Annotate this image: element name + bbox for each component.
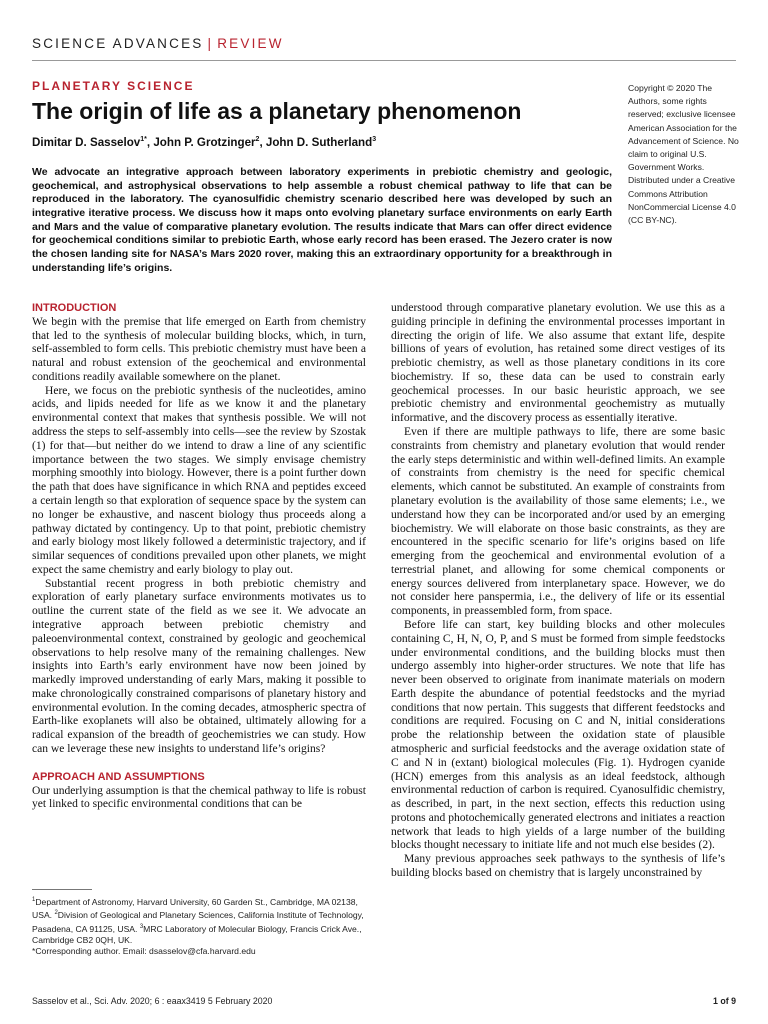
affiliation-text: Division of Geological and Planetary Sciences, California Institute of Technology, Pasadena, CA 91125, USA. — [32, 910, 364, 934]
left-column — [32, 302, 366, 812]
page-footer-citation: Sasselov et al., Sci. Adv. 2020; 6 : eaax3419 5 February 2020 — [32, 996, 273, 1006]
section-label: PLANETARY SCIENCE — [32, 79, 195, 93]
body-paragraph: Our underlying assumption is that the chemical pathway to life is robust yet linked to specific environmental conditions that can be — [32, 784, 366, 811]
article-title: The origin of life as a planetary phenomenon — [32, 98, 522, 124]
affiliation-text: Department of Astronomy, Harvard University, 60 Garden St., Cambridge, MA 02138, USA. — [32, 896, 358, 921]
body-paragraph: Before life can start, key building blocks and other molecules containing C, H, N, O, P, and S must be formed from simple feedstocks under environmental conditions, and the building blocks must then undergo assembly into higher-order structures. We note that life has never been observed to originate from inanimate materials on modern Earth despite the abundance of potential feedstocks and the myriad conditions that now pertain. This suggests that different feedstocks and conditions are required. Focusing on C and N, initial considerations probe the relationship between the oxidation state of plausible atmospheric and surficial feedstocks and the average oxidation state of C and N in (extant) biological molecules (Fig. 1). Hydrogen cyanide (HCN) emerges from this analysis as an ideal feedstock, although environmental reduction of carbon is required. Cyanosulfidic chemistry, as described, in part, in the next section, effects this reduction using protons and photochemically generated electrons and initiates a reaction network that leads to high yields of a large number of the building blocks thought necessary to initiate life and not much else besides (2). — [391, 618, 725, 852]
author-affiliation-mark: 3 — [372, 136, 377, 144]
article-type: REVIEW — [217, 36, 284, 51]
body-paragraph: Substantial recent progress in both prebiotic chemistry and exploration of early planetary surface environments motivates us to outline the current state of the field as we see it. We advocate an integrative approach between prebiotic chemistry and paleoenvironmental context, constrained by geologic and geochemical observations to help resolve many of the remaining challenges. New insights into Earth’s early environment have now been joined by markedly improved understanding of early Mars, making it possible to make chronologically constrained comparisons of planetary history and environmental evolution. In the coming decades, atmospheric spectra of Earth-like exoplanets will also be obtained, ultimately allowing for a radical expansion of the breadth of geochemistries we can study. How can we leverage these new insights to understand life’s origins? — [32, 577, 366, 755]
right-column — [391, 302, 725, 881]
body-paragraph: understood through comparative planetary evolution. We use this as a guiding principle in defining the environmental processes important in directing the origin of life. We also assume that extant life, despite billions of years of evolution, has retained some direct vestiges of its prebiotic chemistry, as well as those planetary conditions in its core biochemistry. If so, these data can be used to constrain early geochemical processes. In our basic heuristic approach, we see prebiotic chemistry and environmental geochemistry as mutually informative, and the discovery process as essentially iterative. — [391, 302, 725, 425]
section-heading-introduction: INTRODUCTION — [32, 302, 117, 314]
author-name: , John P. Grotzinger — [146, 136, 256, 149]
affiliations — [32, 895, 372, 946]
body-paragraph: Even if there are multiple pathways to life, there are some basic constraints from chemistry and planetary evolution that would render the early steps deterministic and within well-defined limits. An example of constraints from chemistry is the need for specific chemical elements, which cannot be substituted. An example of constraints from planetary evolution is the availability of those same elements; i.e., we understand how they can be incorporated and/or used by an emerging biochemistry. We will elaborate on those basic constraints, as they are encountered in the specific scenario for life’s origins based on life emerging from the geochemical and environmental evolution of a terrestrial planet, and allowing for some chemical components or energy sources delivered from interplanetary space. However, we do not consider here panspermia, i.e., the delivery of life or its essential components, in preassembled form, from space. — [391, 426, 725, 618]
journal-header — [32, 36, 284, 51]
journal-name: SCIENCE ADVANCES — [32, 36, 204, 51]
section-heading-approach: APPROACH AND ASSUMPTIONS — [32, 770, 205, 783]
affiliation-mark: 1 — [32, 897, 36, 903]
author-affiliation-mark: 1* — [140, 136, 147, 144]
body-paragraph: Here, we focus on the prebiotic synthesis of the nucleotides, amino acids, and lipids needed for life as we know it and the planetary environmental context that makes that synthesis possible. We will not address the steps to self-assembly into cells—see the review by Szostak (1) for that—but neither do we intend to draw a line of any scientific importance between the two stages. We simply envisage chemistry morphing smoothly into biology. However, there is a point further down the path that does have significance in which RNA and peptides exceed a certain length so that exploration of sequence space by the system can no longer be exhaustive, and nascent biology thus proceeds along a pathway dictated by contingency. Up to that point, prebiotic chemistry and early biology most likely followed a deterministic trajectory, and if similar sequences of conditions prevailed upon other planets, we might expect the same chemistry and early biology to play out. — [32, 384, 366, 576]
affiliation-mark: 3 — [139, 923, 144, 930]
header-separator: | — [207, 36, 214, 51]
corresponding-author: *Corresponding author. Email: dsasselov@cfa.harvard.edu — [32, 946, 256, 957]
abstract: We advocate an integrative approach between laboratory experiments in prebiotic chemistry and geologic, geochemical, and astrophysical observations to help assemble a robust chemical pathway to life that can be reproduced in the laboratory. The cyanosulfidic chemistry scenario described here was developed by such an integrative iterative process. We discuss how it maps onto evolving planetary surface environments on early Earth and Mars and the value of comparative planetary evolution. The results indicate that Mars can offer direct evidence for geochemical conditions similar to prebiotic Earth, whose early record has been erased. The Jezero crater is now the chosen landing site for NASA’s Mars 2020 rover, making this an extraordinary opportunity for a breakthrough in understanding life’s origins. — [32, 166, 612, 274]
copyright-notice: Copyright © 2020 The Authors, some rights reserved; exclusive licensee American Association for the Advancement of Science. No claim to original U.S. Government Works. Distributed under a Creative Commons Attribution NonCommercial License 4.0 (CC BY-NC). — [628, 83, 739, 226]
affiliation-text: MRC Laboratory of Molecular Biology, Francis Crick Ave., Cambridge CB2 0QH, UK. — [32, 923, 362, 945]
author-affiliation-mark: 2 — [255, 136, 260, 144]
body-paragraph: Many previous approaches seek pathways to the synthesis of life’s building blocks based on chemistry that is largely unconstrained by — [391, 853, 725, 880]
affiliation-footnotes — [32, 895, 372, 958]
affiliation-mark: 2 — [54, 910, 58, 917]
header-rule — [32, 60, 736, 61]
page-number: 1 of 9 — [713, 996, 736, 1006]
author-name: Dimitar D. Sasselov — [32, 136, 141, 149]
footnote-rule — [32, 889, 92, 890]
body-paragraph: We begin with the premise that life emerged on Earth from chemistry that led to the synthesis of molecular building blocks, which, in turn, self-assembled to form cells. This prebiotic chemistry must have been a natural and robust extension of the geochemical and environmental conditions readily available somewhere on the planet. — [32, 315, 366, 383]
author-name: , John D. Sutherland — [259, 136, 373, 149]
author-list — [32, 136, 376, 149]
